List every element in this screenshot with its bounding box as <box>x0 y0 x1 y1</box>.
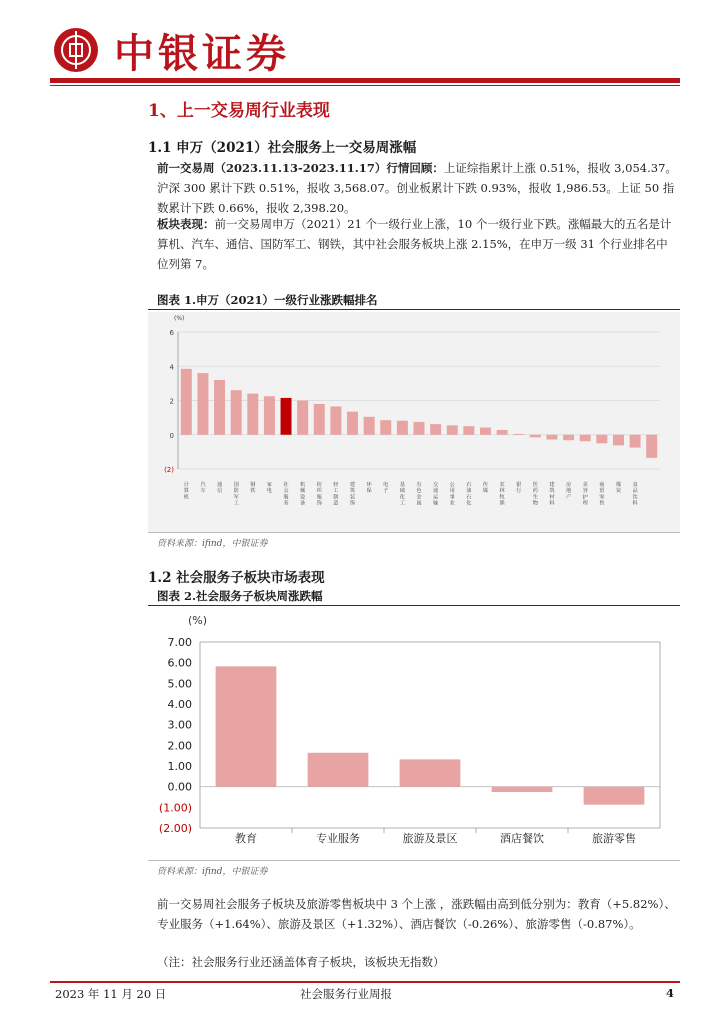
chart1-category-label: 钢铁 <box>250 482 256 495</box>
chart1-bar <box>430 424 441 435</box>
chart1-category-label: 医药生物 <box>532 482 538 507</box>
chart1-category-label: 环保 <box>366 482 372 495</box>
chart1-category-label: 基础化工 <box>399 482 405 507</box>
chart1-bar <box>364 417 375 435</box>
brand-name: 中银证券 <box>114 30 290 77</box>
chart2-bar <box>308 753 369 787</box>
chart1-category-label: 交通运输 <box>433 482 439 507</box>
chart1-bar <box>397 421 408 435</box>
chart1-category-label: 机械设备 <box>300 482 306 507</box>
chart2-ytick-label: 6.00 <box>167 656 192 670</box>
chart1-category-label: 银行 <box>516 482 522 495</box>
footer-page-number: 4 <box>666 986 675 1000</box>
chart1-category-label: 国防军工 <box>233 482 239 507</box>
chart1-bar <box>231 390 242 435</box>
chart2-category-label: 旅游零售 <box>592 832 636 845</box>
market-review-text: 上证综指累计上涨 0.51%，报收 3,054.37。沪深 300 累计下跌 0.51%，报收 3,568.07。创业板累计下跌 0.93%，报收 1,986.53。上证 50 指数累计下跌 0.66%，报收 2,398.20。 <box>157 161 677 215</box>
chart1-bar <box>197 373 208 435</box>
sub-sector-chart <box>148 608 680 860</box>
market-review-label: 前一交易周（2023.11.13-2023.11.17）行情回顾： <box>157 161 444 175</box>
chart1-category-label: 汽车 <box>200 482 206 495</box>
chart1-category-label: 公用事业 <box>449 482 455 507</box>
figure1-rule <box>148 309 680 310</box>
chart2-ytick-label: (1.00) <box>158 801 192 815</box>
figure1-title: 图表 1.申万（2021）一级行业涨跌幅排名 <box>157 293 378 307</box>
chart2-bar <box>492 787 553 792</box>
chart1-bar <box>347 412 358 435</box>
header-rule-thin <box>50 85 680 86</box>
chart2-ytick-label: (2.00) <box>158 822 192 835</box>
chart1-category-label: 建筑装饰 <box>349 482 356 507</box>
figure2-source: 资料来源：ifind，中银证券 <box>157 867 268 877</box>
chart1-bar <box>447 425 458 434</box>
chart1-ylabel: (%) <box>174 315 185 322</box>
chart1-category-label: 社会服务 <box>283 482 289 507</box>
chart2-ylabel: (%) <box>188 614 208 627</box>
chart2-ytick-label: 4.00 <box>167 698 192 711</box>
chart1-category-label: 电子 <box>383 482 389 495</box>
chart2-bar <box>216 666 277 786</box>
chart1-bar <box>480 428 491 435</box>
page-header <box>0 0 724 90</box>
chart1-ytick-label: 6 <box>169 329 174 337</box>
sub-sector-note: （注：社会服务行业还涵盖体育子板块，该板块无指数） <box>157 955 445 969</box>
chart1-bar <box>330 406 341 434</box>
chart1-ytick-label: 4 <box>169 363 174 372</box>
figure2-title: 图表 2.社会服务子板块周涨跌幅 <box>157 589 323 603</box>
chart1-category-label: 轻工制造 <box>333 482 339 507</box>
chart1-bar <box>264 396 275 435</box>
chart1-ytick-label: 0 <box>169 431 174 440</box>
chart1-category-label: 计算机 <box>183 482 189 501</box>
chart2-category-label: 专业服务 <box>316 832 360 845</box>
chart1-bar <box>497 430 508 435</box>
chart1-bar <box>596 435 607 444</box>
chart1-bar <box>646 435 657 458</box>
chart1-bar <box>546 435 557 440</box>
chart1-bar <box>281 398 292 435</box>
header-rule <box>50 78 680 83</box>
sector-performance-text: 前一交易周申万（2021）21 个一级行业上涨，10 个一级行业下跌。涨幅最大的五名是计算机、汽车、通信、国防军工、钢铁，其中社会服务板块上涨 2.15%，在申万一级 31 个行业排名中位列第 7。 <box>157 217 672 271</box>
chart1-category-label: 煤炭 <box>615 482 622 495</box>
chart1-bar <box>297 401 308 435</box>
chart2-ytick-label: 5.00 <box>167 677 192 691</box>
chart1-category-label: 房地产 <box>565 482 572 501</box>
chart1-bar <box>613 435 624 446</box>
chart1-bar <box>380 420 391 435</box>
sub-sector-summary: 前一交易周社会服务子板块及旅游零售板块中 3 个上涨 ，涨跌幅由高到低分别为：教育（+5.82%）、专业服务（+1.64%）、旅游及景区（+1.32%）、酒店餐饮（-0.26%）、旅游零售（-0.87%）。 <box>157 897 676 931</box>
figure1-source-rule <box>148 532 680 533</box>
footer-rule <box>50 981 680 983</box>
chart1-category-label: 有色金属 <box>416 482 422 507</box>
market-review-paragraph <box>157 158 679 218</box>
subsection-title-1: 1.1 申万（2021）社会服务上一交易周涨幅 <box>148 140 417 156</box>
chart2-category-label: 酒店餐饮 <box>500 832 544 845</box>
bank-logo-icon <box>54 28 98 72</box>
section-title: 1、上一交易周行业表现 <box>148 101 330 121</box>
chart2-category-label: 旅游及景区 <box>402 832 458 845</box>
chart1-category-label: 纺织服饰 <box>316 482 322 507</box>
chart2-ytick-label: 1.00 <box>167 760 192 773</box>
chart1-bar <box>630 435 641 448</box>
chart1-bar <box>214 380 225 435</box>
chart2-ytick-label: 3.00 <box>167 718 192 732</box>
chart2-category-label: 教育 <box>235 832 257 845</box>
chart1-bar <box>513 434 524 435</box>
subsection-title-2: 1.2 社会服务子板块市场表现 <box>148 570 325 586</box>
chart1-bar <box>463 426 474 435</box>
figure1-source: 资料来源：ifind，中银证券 <box>157 539 268 549</box>
chart1-bar <box>563 435 574 440</box>
chart1-ytick-label: (2) <box>164 466 174 474</box>
figure2-source-rule <box>148 860 680 861</box>
chart2-ytick-label: 7.00 <box>167 636 192 649</box>
industry-ranking-chart <box>148 312 680 532</box>
footer-date: 2023 年 11 月 20 日 <box>55 987 167 1001</box>
chart1-category-label: 建筑材料 <box>549 482 555 507</box>
chart1-ytick-label: 2 <box>169 397 174 406</box>
chart1-category-label: 家电 <box>266 482 273 495</box>
chart1-category-label: 食品饮料 <box>632 482 638 507</box>
chart1-bar <box>247 394 258 435</box>
chart1-category-label: 石油石化 <box>466 482 472 507</box>
sector-performance-paragraph <box>157 214 679 274</box>
chart2-bar <box>584 787 645 805</box>
chart1-category-label: 农林牧渔 <box>499 482 505 507</box>
chart1-category-label: 传媒 <box>482 482 489 495</box>
sector-performance-label: 板块表现： <box>157 217 215 231</box>
chart1-bar <box>580 435 591 442</box>
chart1-bar <box>314 404 325 435</box>
footer-title: 社会服务行业周报 <box>300 987 392 1001</box>
chart1-bar <box>181 369 192 435</box>
chart1-bar <box>414 422 425 435</box>
chart1-category-label: 商贸零售 <box>599 482 605 507</box>
chart1-bar <box>530 435 541 438</box>
chart1-category-label: 通信 <box>216 482 223 495</box>
chart2-bar <box>400 759 461 786</box>
figure2-rule <box>148 605 680 606</box>
chart2-ytick-label: 0.00 <box>167 780 192 794</box>
chart2-ytick-label: 2.00 <box>167 739 192 753</box>
chart1-category-label: 美容护理 <box>582 482 588 507</box>
